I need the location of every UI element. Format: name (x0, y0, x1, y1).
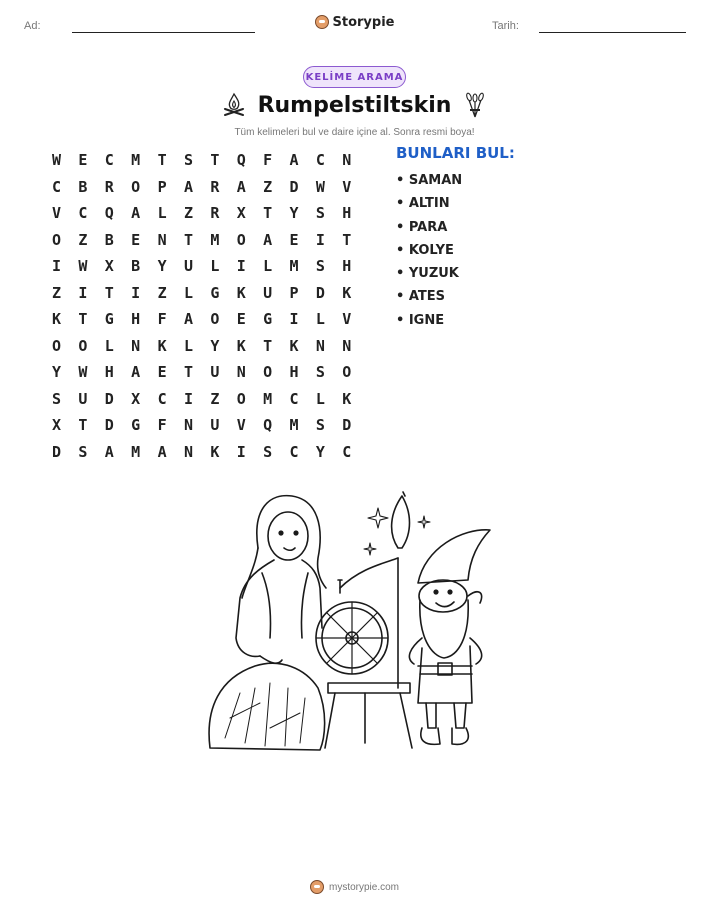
grid-letter[interactable]: K (210, 442, 220, 461)
grid-letter[interactable]: U (263, 283, 273, 302)
grid-letter[interactable]: L (315, 389, 325, 408)
grid-letter[interactable]: K (236, 336, 246, 355)
grid-letter[interactable]: T (183, 230, 193, 249)
grid-letter[interactable]: Q (104, 204, 114, 223)
grid-letter[interactable]: E (78, 151, 88, 170)
grid-letter[interactable]: A (263, 230, 273, 249)
word-item: • IGNE (396, 309, 462, 332)
grid-letter[interactable]: S (52, 389, 62, 408)
grid-letter[interactable]: A (183, 177, 193, 196)
grid-letter[interactable]: O (236, 389, 246, 408)
grid-letter[interactable]: D (315, 283, 325, 302)
grid-letter[interactable]: K (342, 389, 352, 408)
word-item: • YUZUK (396, 262, 462, 285)
wheat-bundle-icon (463, 92, 487, 118)
grid-letter[interactable]: S (315, 204, 325, 223)
grid-letter[interactable]: I (315, 230, 325, 249)
grid-letter[interactable]: X (104, 257, 114, 276)
grid-letter[interactable]: C (342, 442, 352, 461)
grid-letter[interactable]: Z (78, 230, 88, 249)
grid-letter[interactable]: S (78, 442, 88, 461)
grid-letter[interactable]: G (210, 283, 220, 302)
grid-letter[interactable]: E (131, 230, 141, 249)
brand-name: Storypie (332, 14, 395, 30)
grid-letter[interactable]: L (315, 310, 325, 329)
date-label: Tarih: (492, 20, 519, 32)
grid-letter[interactable]: P (289, 283, 299, 302)
grid-letter[interactable]: F (157, 310, 167, 329)
grid-letter[interactable]: A (183, 310, 193, 329)
grid-letter[interactable]: T (104, 283, 114, 302)
grid-letter[interactable]: H (104, 363, 114, 382)
pie-icon (310, 880, 324, 894)
grid-letter[interactable]: R (104, 177, 114, 196)
grid-letter[interactable]: Q (263, 416, 273, 435)
word-item: • ATES (396, 285, 462, 308)
grid-letter[interactable]: I (289, 310, 299, 329)
grid-letter[interactable]: N (236, 363, 246, 382)
grid-letter[interactable]: A (104, 442, 114, 461)
grid-letter[interactable]: P (157, 177, 167, 196)
grid-letter[interactable]: K (342, 283, 352, 302)
grid-letter[interactable]: G (263, 310, 273, 329)
grid-letter[interactable]: V (236, 416, 246, 435)
grid-letter[interactable]: S (315, 416, 325, 435)
grid-letter[interactable]: D (104, 389, 114, 408)
grid-letter[interactable]: M (210, 230, 220, 249)
grid-letter[interactable]: C (104, 151, 114, 170)
grid-letter[interactable]: T (78, 416, 88, 435)
word-item: • SAMAN (396, 169, 462, 192)
grid-letter[interactable]: I (236, 442, 246, 461)
grid-letter[interactable]: G (104, 310, 114, 329)
grid-letter[interactable]: R (210, 204, 220, 223)
grid-letter[interactable]: A (131, 363, 141, 382)
grid-letter[interactable]: Z (210, 389, 220, 408)
grid-letter[interactable]: Y (315, 442, 325, 461)
grid-letter[interactable]: O (263, 363, 273, 382)
grid-letter[interactable]: E (236, 310, 246, 329)
grid-letter[interactable]: U (210, 363, 220, 382)
grid-letter[interactable]: A (236, 177, 246, 196)
grid-letter[interactable]: K (236, 283, 246, 302)
grid-letter[interactable]: L (157, 204, 167, 223)
grid-letter[interactable]: S (315, 257, 325, 276)
grid-letter[interactable]: F (263, 151, 273, 170)
grid-letter[interactable]: L (183, 336, 193, 355)
grid-letter[interactable]: T (78, 310, 88, 329)
grid-letter[interactable]: D (104, 416, 114, 435)
footer-url[interactable]: mystorypie.com (328, 881, 399, 893)
letter-grid (48, 147, 365, 465)
grid-letter[interactable]: Z (263, 177, 273, 196)
grid-letter[interactable]: N (157, 230, 167, 249)
category-badge: KELİME ARAMA (303, 66, 406, 88)
grid-letter[interactable]: O (236, 230, 246, 249)
grid-letter[interactable]: E (157, 363, 167, 382)
grid-letter[interactable]: O (342, 363, 352, 382)
grid-letter[interactable]: D (289, 177, 299, 196)
grid-letter[interactable]: B (78, 177, 88, 196)
grid-letter[interactable]: T (342, 230, 352, 249)
grid-letter[interactable]: K (52, 310, 62, 329)
grid-letter[interactable]: Z (183, 204, 193, 223)
grid-letter[interactable]: B (104, 230, 114, 249)
word-item: • ALTIN (396, 192, 462, 215)
grid-letter[interactable]: H (289, 363, 299, 382)
grid-letter[interactable]: S (263, 442, 273, 461)
grid-letter[interactable]: I (52, 257, 62, 276)
grid-letter[interactable]: D (342, 416, 352, 435)
grid-letter[interactable]: C (289, 442, 299, 461)
grid-letter[interactable]: W (78, 363, 88, 382)
grid-letter[interactable]: D (52, 442, 62, 461)
grid-letter[interactable]: U (183, 257, 193, 276)
grid-letter[interactable]: L (263, 257, 273, 276)
grid-letter[interactable]: N (315, 336, 325, 355)
grid-letter[interactable]: C (78, 204, 88, 223)
grid-letter[interactable]: N (183, 416, 193, 435)
grid-letter[interactable]: W (315, 177, 325, 196)
grid-letter[interactable]: I (236, 257, 246, 276)
grid-letter[interactable]: I (78, 283, 88, 302)
grid-letter[interactable]: N (131, 336, 141, 355)
grid-letter[interactable]: Q (236, 151, 246, 170)
grid-letter[interactable]: X (131, 389, 141, 408)
grid-letter[interactable]: U (210, 416, 220, 435)
grid-letter[interactable]: O (52, 230, 62, 249)
grid-letter[interactable]: T (183, 363, 193, 382)
grid-letter[interactable]: Z (52, 283, 62, 302)
page-title: Rumpelstiltskin (257, 92, 452, 118)
grid-letter[interactable]: N (342, 336, 352, 355)
grid-letter[interactable]: C (52, 177, 62, 196)
grid-letter[interactable]: K (157, 336, 167, 355)
brand (0, 14, 709, 33)
grid-letter[interactable]: T (210, 151, 220, 170)
date-line (539, 32, 686, 33)
grid-letter[interactable]: C (289, 389, 299, 408)
grid-letter[interactable]: T (263, 336, 273, 355)
grid-letter[interactable]: I (183, 389, 193, 408)
campfire-icon (222, 92, 246, 118)
grid-letter[interactable]: Y (289, 204, 299, 223)
grid-letter[interactable]: M (131, 442, 141, 461)
grid-letter[interactable]: S (315, 363, 325, 382)
grid-letter[interactable]: N (342, 151, 352, 170)
grid-letter[interactable]: C (157, 389, 167, 408)
footer (0, 880, 709, 894)
grid-letter[interactable]: Z (157, 283, 167, 302)
title-row (0, 92, 709, 118)
grid-letter[interactable]: A (157, 442, 167, 461)
find-title: BUNLARI BUL: (396, 144, 515, 162)
grid-letter[interactable]: I (131, 283, 141, 302)
grid-letter[interactable]: L (183, 283, 193, 302)
grid-letter[interactable]: W (78, 257, 88, 276)
grid-letter[interactable]: M (131, 151, 141, 170)
grid-letter[interactable]: W (52, 151, 62, 170)
grid-letter[interactable]: S (183, 151, 193, 170)
grid-letter[interactable]: C (315, 151, 325, 170)
grid-letter[interactable]: V (342, 177, 352, 196)
grid-letter[interactable]: M (289, 257, 299, 276)
grid-letter[interactable]: Y (210, 336, 220, 355)
grid-letter[interactable]: X (236, 204, 246, 223)
grid-letter[interactable]: O (52, 336, 62, 355)
word-item: • KOLYE (396, 239, 462, 262)
grid-letter[interactable]: L (104, 336, 114, 355)
grid-letter[interactable]: R (210, 177, 220, 196)
grid-letter[interactable]: K (289, 336, 299, 355)
grid-letter[interactable]: H (131, 310, 141, 329)
coloring-illustration (200, 488, 500, 758)
grid-letter[interactable]: T (157, 151, 167, 170)
grid-letter[interactable]: V (52, 204, 62, 223)
grid-letter[interactable]: Y (157, 257, 167, 276)
grid-letter[interactable]: T (263, 204, 273, 223)
grid-letter[interactable]: B (131, 257, 141, 276)
word-item: • PARA (396, 216, 462, 239)
grid-letter[interactable]: O (78, 336, 88, 355)
grid-letter[interactable]: O (131, 177, 141, 196)
grid-letter[interactable]: U (78, 389, 88, 408)
pie-icon (315, 15, 329, 29)
grid-letter[interactable]: N (183, 442, 193, 461)
grid-letter[interactable]: G (131, 416, 141, 435)
grid-letter[interactable]: H (342, 204, 352, 223)
grid-letter[interactable]: X (52, 416, 62, 435)
grid-letter[interactable]: L (210, 257, 220, 276)
grid-letter[interactable]: A (289, 151, 299, 170)
grid-letter[interactable]: M (263, 389, 273, 408)
grid-letter[interactable]: H (342, 257, 352, 276)
grid-letter[interactable]: O (210, 310, 220, 329)
instructions: Tüm kelimeleri bul ve daire içine al. Sonra resmi boya! (234, 127, 475, 138)
grid-letter[interactable]: V (342, 310, 352, 329)
word-list (396, 169, 462, 332)
name-label: Ad: (24, 20, 41, 32)
grid-letter[interactable]: Y (52, 363, 62, 382)
grid-letter[interactable]: F (157, 416, 167, 435)
grid-letter[interactable]: A (131, 204, 141, 223)
grid-letter[interactable]: E (289, 230, 299, 249)
grid-letter[interactable]: M (289, 416, 299, 435)
